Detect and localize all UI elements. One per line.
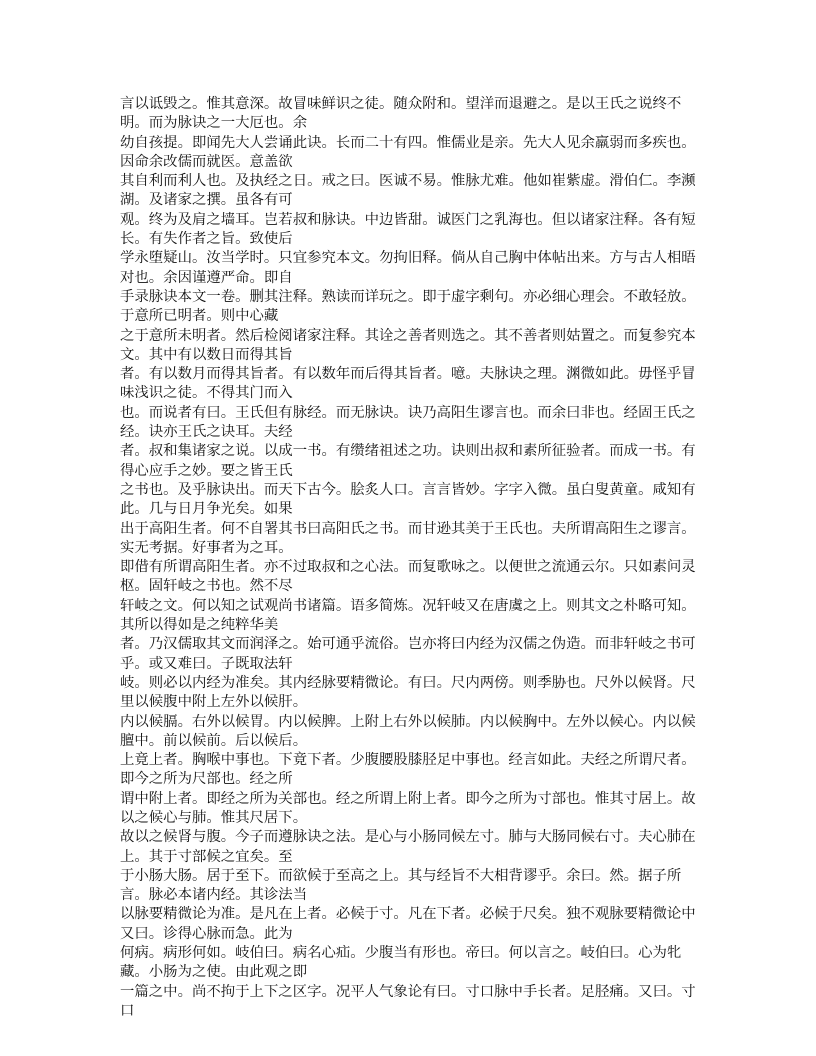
paragraph: 言以诋毁之。惟其意深。故冒味鲜识之徒。随众附和。望洋而退避之。是以王氏之说终不明。而为脉诀之一大厄也。余 [120, 96, 682, 132]
paragraph: 谓中附上者。即经之所为关部也。经之所谓上附上者。即今之所为寸部也。惟其寸居上。故以之候心与肺。惟其尺居下。 [120, 790, 696, 826]
paragraph: 手录脉诀本文一卷。删其注释。熟读而详玩之。即于虚字剩句。亦必细心理会。不敢轻放。于意所已明者。则中心藏 [120, 288, 696, 325]
document-page [120, 95, 704, 1021]
paragraph: 故以之候肾与腹。今子而遵脉诀之法。是心与小肠同候左寸。肺与大肠同候右寸。夫心肺在上。其于寸部候之宜矣。至 [120, 829, 696, 865]
paragraph: 者。有以数月而得其旨者。有以数年而后得其旨者。噫。夫脉诀之理。渊微如此。毋怪乎冒味浅识之徒。不得其门而入 [120, 366, 696, 402]
paragraph: 以脉要精微论为准。是凡在上者。必候于寸。凡在下者。必候于尺矣。独不观脉要精微论中又曰。诊得心脉而急。此为 [120, 906, 696, 942]
paragraph: 岐。则必以内经为准矣。其内经脉要精微论。有曰。尺内两傍。则季胁也。尺外以候肾。尺里以候腹中附上左外以候肝。 [120, 674, 696, 711]
paragraph: 之书也。及乎脉诀出。而天下古今。脍炙人口。言言皆妙。字字入微。虽白叟黄童。咸知有此。几与日月争光矣。如果 [120, 481, 696, 518]
paragraph: 其自利而利人也。及执经之日。戒之曰。医诚不易。惟脉尤难。他如崔紫虚。滑伯仁。李濒湖。及诸家之撰。虽各有可 [120, 173, 696, 209]
paragraph: 者。乃汉儒取其文而润泽之。始可通乎流俗。岂亦将曰内经为汉儒之伪造。而非轩岐之书可乎。或又难曰。子既取法轩 [120, 636, 696, 672]
paragraph: 轩岐之文。何以知之试观尚书诸篇。语多简炼。况轩岐又在唐虞之上。则其文之朴略可知。其所以得如是之纯粹华美 [120, 597, 696, 634]
paragraph: 观。终为及肩之墙耳。岂若叔和脉诀。中边皆甜。诚医门之乳海也。但以诸家注释。各有短长。有失作者之旨。致使后 [120, 211, 696, 248]
paragraph: 出于高阳生者。何不自署其书曰高阳氏之书。而甘逊其美于王氏也。夫所谓高阳生之谬言。实无考据。好事者为之耳。 [120, 520, 696, 556]
paragraph: 幼自孩提。即闻先大人尝诵此诀。长而二十有四。惟儒业是亲。先大人见余羸弱而多疾也。因命余改儒而就医。意盖欲 [120, 134, 696, 170]
paragraph: 学永堕疑山。汝当学时。只宜参究本文。勿拘旧释。倘从自己胸中体帖出来。方与古人相晤对也。余因谨遵严命。即自 [120, 250, 696, 286]
paragraph: 也。而说者有曰。王氏但有脉经。而无脉诀。诀乃高阳生谬言也。而余曰非也。经固王氏之经。诀亦王氏之诀耳。夫经 [120, 404, 696, 441]
paragraph: 何病。病形何如。岐伯曰。病名心疝。少腹当有形也。帝曰。何以言之。岐伯曰。心为牝藏。小肠为之使。由此观之即 [120, 945, 682, 981]
paragraph: 即借有所谓高阳生者。亦不过取叔和之心法。而复歌咏之。以便世之流通云尔。只如素问灵枢。固轩岐之书也。然不尽 [120, 559, 696, 595]
paragraph: 者。叔和集诸家之说。以成一书。有缵绪祖述之功。诀则出叔和素所征验者。而成一书。有得心应手之妙。要之皆王氏 [120, 443, 696, 479]
paragraph: 于小肠大肠。居于至下。而欲候于至高之上。其与经旨不大相背谬乎。余曰。然。据子所言。脉必本诸内经。其诊法当 [120, 867, 682, 904]
paragraph: 内以候膈。右外以候胃。内以候脾。上附上右外以候肺。内以候胸中。左外以候心。内以候膻中。前以候前。后以候后。 [120, 713, 696, 749]
paragraph: 上竟上者。胸喉中事也。下竟下者。少腹腰股膝胫足中事也。经言如此。夫经之所谓尺者。即今之所为尺部也。经之所 [120, 752, 696, 788]
paragraph: 之于意所未明者。然后检阅诸家注释。其诠之善者则选之。其不善者则姑置之。而复参究本文。其中有以数日而得其旨 [120, 327, 696, 363]
paragraph: 一篇之中。尚不拘于上下之区字。况平人气象论有曰。寸口脉中手长者。足胫痛。又曰。寸口 [120, 983, 696, 1019]
